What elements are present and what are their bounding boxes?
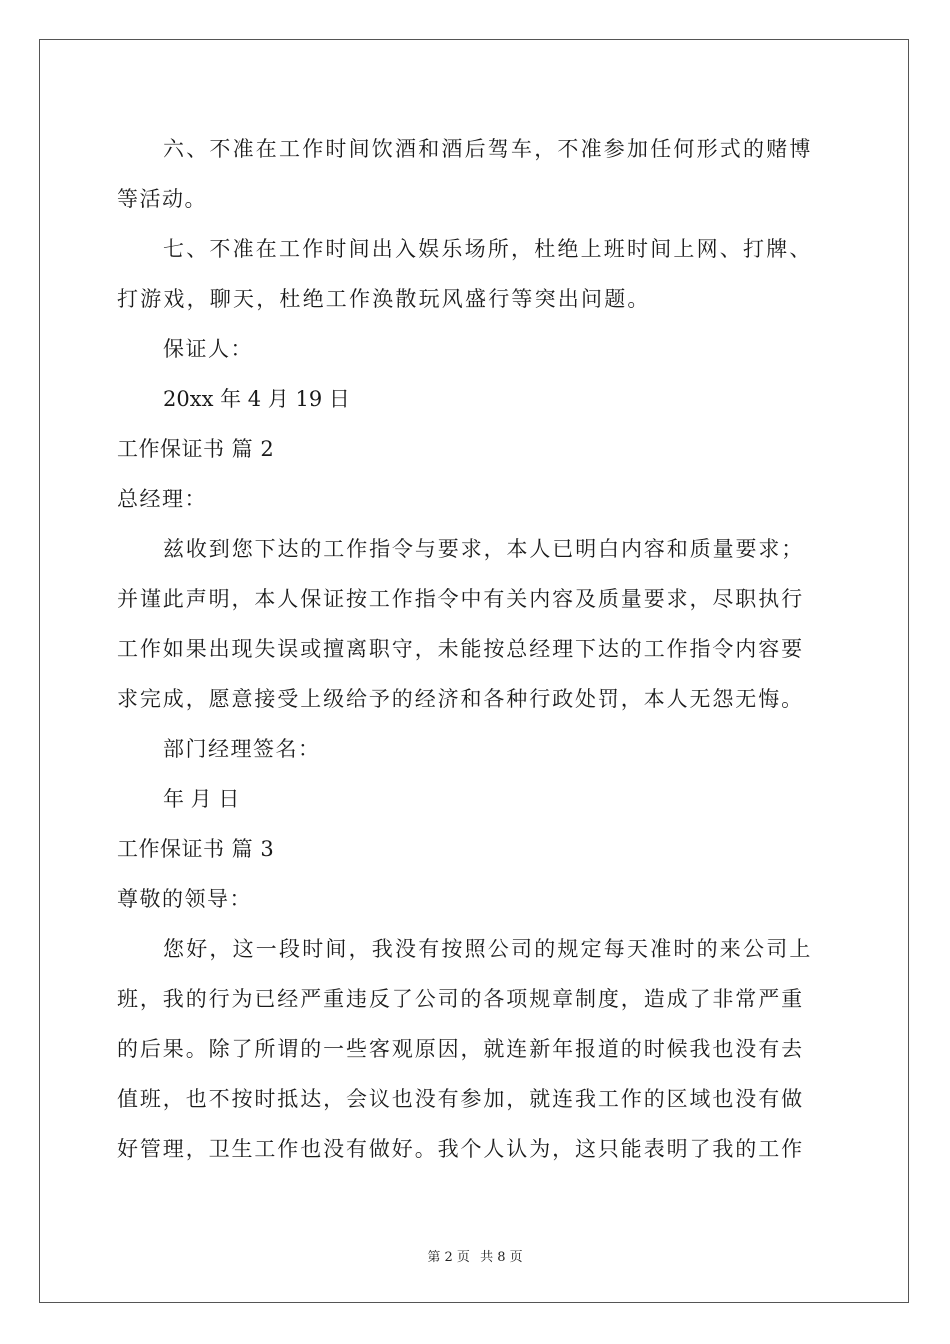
salutation: 总经理： bbox=[117, 487, 207, 511]
date-placeholder: 年 月 日 bbox=[163, 787, 240, 811]
paragraph-line: 工作如果出现失误或擅离职守，未能按总经理下达的工作指令内容要 bbox=[117, 637, 804, 661]
section-heading: 工作保证书 篇 3 bbox=[117, 837, 275, 861]
paragraph-line: 兹收到您下达的工作指令与要求，本人已明白内容和质量要求； bbox=[163, 537, 805, 561]
paragraph-line: 等活动。 bbox=[117, 187, 207, 211]
date-line: 20xx 年 4 月 19 日 bbox=[163, 387, 350, 411]
paragraph-line: 六、不准在工作时间饮酒和酒后驾车，不准参加任何形式的赌博 bbox=[163, 137, 813, 161]
guarantor-label: 保证人： bbox=[163, 337, 253, 361]
section-heading: 工作保证书 篇 2 bbox=[117, 437, 275, 461]
paragraph-line: 并谨此声明，本人保证按工作指令中有关内容及质量要求，尽职执行 bbox=[117, 587, 804, 611]
paragraph-line: 班，我的行为已经严重违反了公司的各项规章制度，造成了非常严重 bbox=[117, 987, 804, 1011]
paragraph-line: 的后果。除了所谓的一些客观原因，就连新年报道的时候我也没有去 bbox=[117, 1037, 804, 1061]
paragraph-line: 打游戏，聊天，杜绝工作涣散玩风盛行等突出问题。 bbox=[117, 287, 651, 311]
paragraph-line: 好管理，卫生工作也没有做好。我个人认为，这只能表明了我的工作 bbox=[117, 1137, 804, 1161]
paragraph-line: 值班，也不按时抵达，会议也没有参加，就连我工作的区域也没有做 bbox=[117, 1087, 804, 1111]
paragraph-line: 您好，这一段时间，我没有按照公司的规定每天准时的来公司上 bbox=[163, 937, 813, 961]
page-total: 共 8 页 bbox=[480, 1250, 523, 1265]
salutation: 尊敬的领导： bbox=[117, 887, 252, 911]
page-number: 第 2 页 bbox=[427, 1250, 470, 1265]
manager-signature-label: 部门经理签名： bbox=[163, 737, 321, 761]
paragraph-line: 七、不准在工作时间出入娱乐场所，杜绝上班时间上网、打牌、 bbox=[163, 237, 813, 261]
paragraph-line: 求完成，愿意接受上级给予的经济和各种行政处罚，本人无怨无悔。 bbox=[117, 687, 804, 711]
page-footer bbox=[0, 1246, 950, 1265]
